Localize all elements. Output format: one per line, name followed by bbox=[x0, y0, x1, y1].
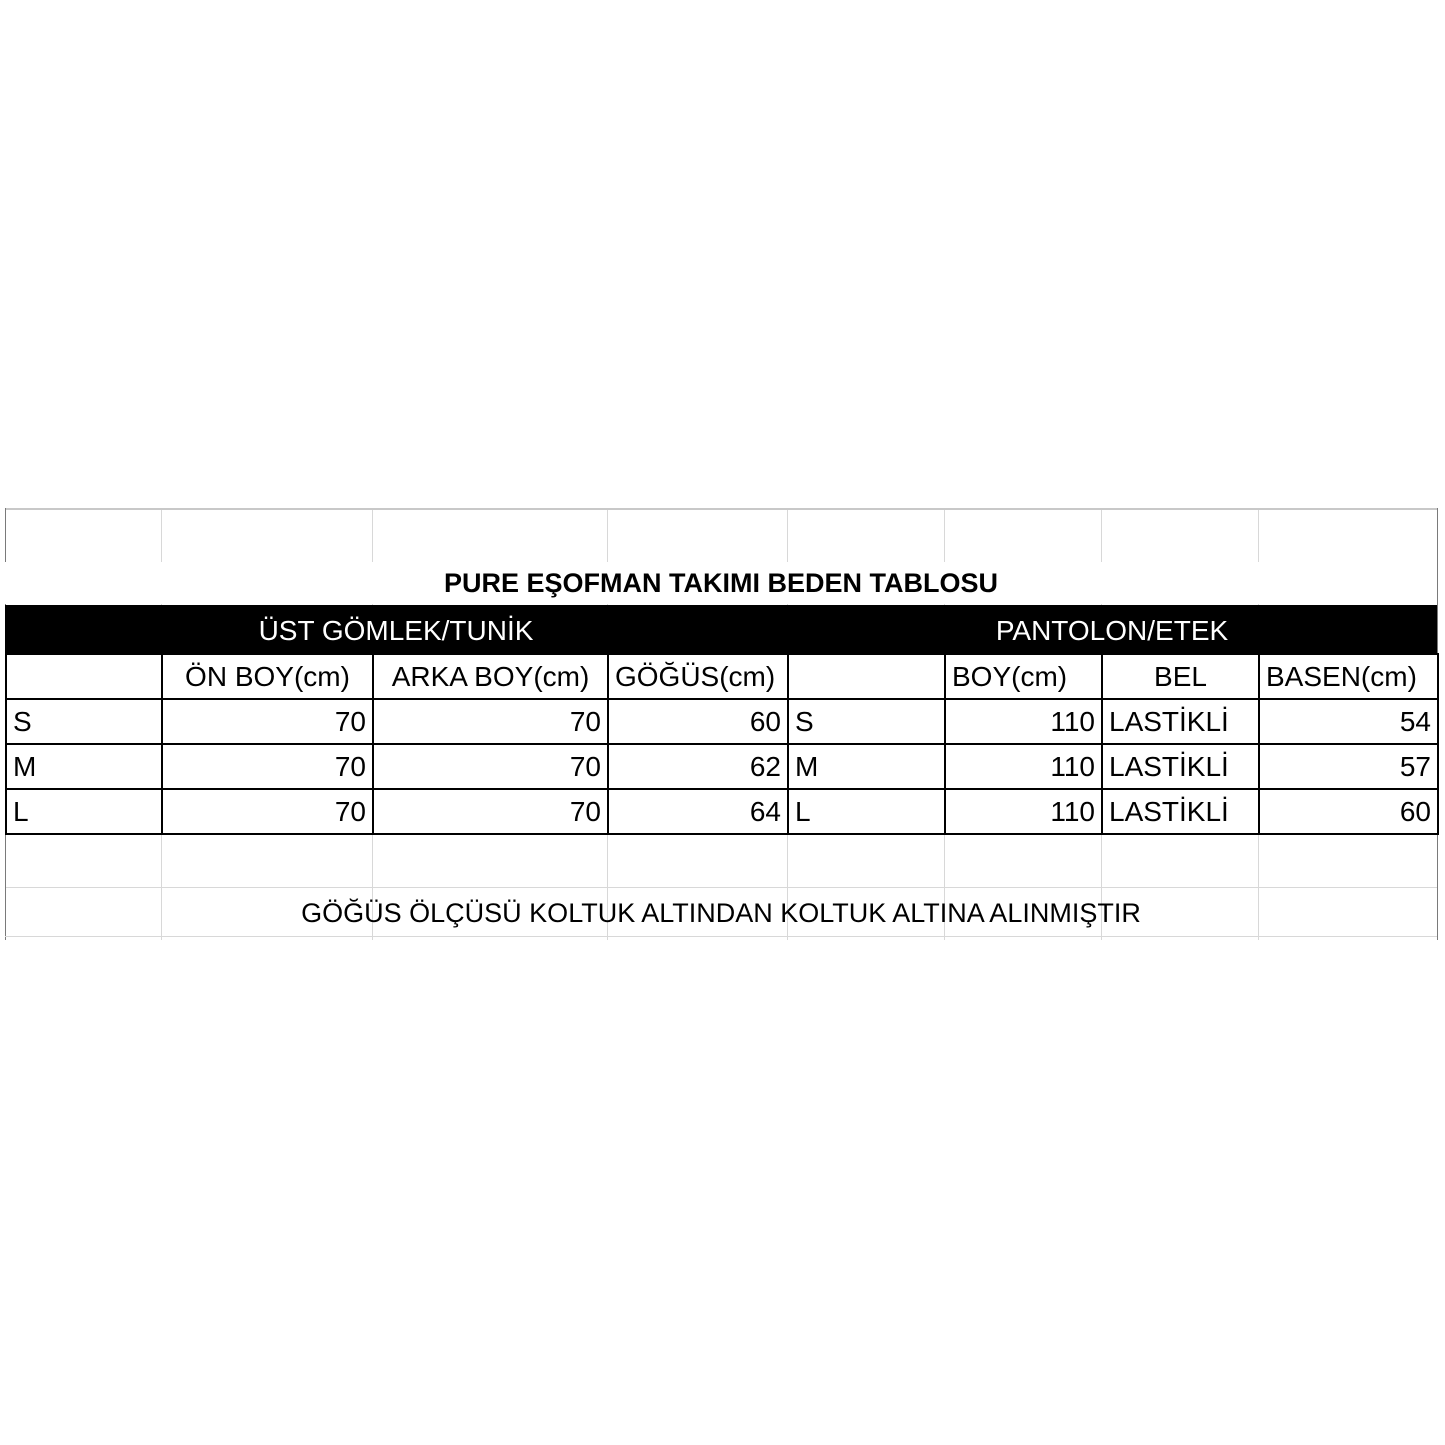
header-row bbox=[6, 654, 1438, 699]
table-row bbox=[6, 789, 1438, 834]
bel-cell[interactable]: LASTİKLİ bbox=[1102, 789, 1259, 834]
grid-line bbox=[5, 936, 1437, 937]
gogus-cell[interactable]: 64 bbox=[608, 789, 788, 834]
basen-cell[interactable]: 54 bbox=[1259, 699, 1438, 744]
table-row bbox=[6, 744, 1438, 789]
measurement-note: GÖĞÜS ÖLÇÜSÜ KOLTUK ALTINDAN KOLTUK ALTINA ALINMIŞTIR bbox=[301, 898, 1141, 928]
header-cell[interactable]: BOY(cm) bbox=[945, 654, 1102, 699]
size-cell[interactable]: L bbox=[6, 789, 162, 834]
on-boy-cell[interactable]: 70 bbox=[162, 789, 373, 834]
boy-cell[interactable]: 110 bbox=[945, 789, 1102, 834]
section-label-top: ÜST GÖMLEK/TUNİK bbox=[258, 615, 534, 646]
arka-boy-cell[interactable]: 70 bbox=[373, 699, 608, 744]
grid-line bbox=[5, 887, 1437, 888]
size-cell[interactable]: L bbox=[788, 789, 945, 834]
gogus-cell[interactable]: 60 bbox=[608, 699, 788, 744]
header-cell[interactable]: GÖĞÜS(cm) bbox=[608, 654, 788, 699]
arka-boy-cell[interactable]: 70 bbox=[373, 789, 608, 834]
size-cell[interactable]: S bbox=[6, 699, 162, 744]
header-cell[interactable]: ARKA BOY(cm) bbox=[373, 654, 608, 699]
basen-cell[interactable]: 57 bbox=[1259, 744, 1438, 789]
on-boy-cell[interactable]: 70 bbox=[162, 699, 373, 744]
boy-cell[interactable]: 110 bbox=[945, 699, 1102, 744]
header-cell[interactable]: BASEN(cm) bbox=[1259, 654, 1438, 699]
bel-cell[interactable]: LASTİKLİ bbox=[1102, 744, 1259, 789]
on-boy-cell[interactable]: 70 bbox=[162, 744, 373, 789]
table-title: PURE EŞOFMAN TAKIMI BEDEN TABLOSU bbox=[5, 562, 1437, 604]
table-row bbox=[6, 699, 1438, 744]
arka-boy-cell[interactable]: 70 bbox=[373, 744, 608, 789]
header-cell[interactable] bbox=[6, 654, 162, 699]
header-cell[interactable]: BEL bbox=[1102, 654, 1259, 699]
size-cell[interactable]: S bbox=[788, 699, 945, 744]
sheet-top-border bbox=[5, 508, 1437, 510]
header-cell[interactable]: ÖN BOY(cm) bbox=[162, 654, 373, 699]
bel-cell[interactable]: LASTİKLİ bbox=[1102, 699, 1259, 744]
gogus-cell[interactable]: 62 bbox=[608, 744, 788, 789]
size-table bbox=[5, 653, 1439, 835]
boy-cell[interactable]: 110 bbox=[945, 744, 1102, 789]
size-cell[interactable]: M bbox=[788, 744, 945, 789]
size-cell[interactable]: M bbox=[6, 744, 162, 789]
header-cell[interactable] bbox=[788, 654, 945, 699]
section-label-bottom: PANTOLON/ETEK bbox=[995, 615, 1229, 646]
basen-cell[interactable]: 60 bbox=[1259, 789, 1438, 834]
